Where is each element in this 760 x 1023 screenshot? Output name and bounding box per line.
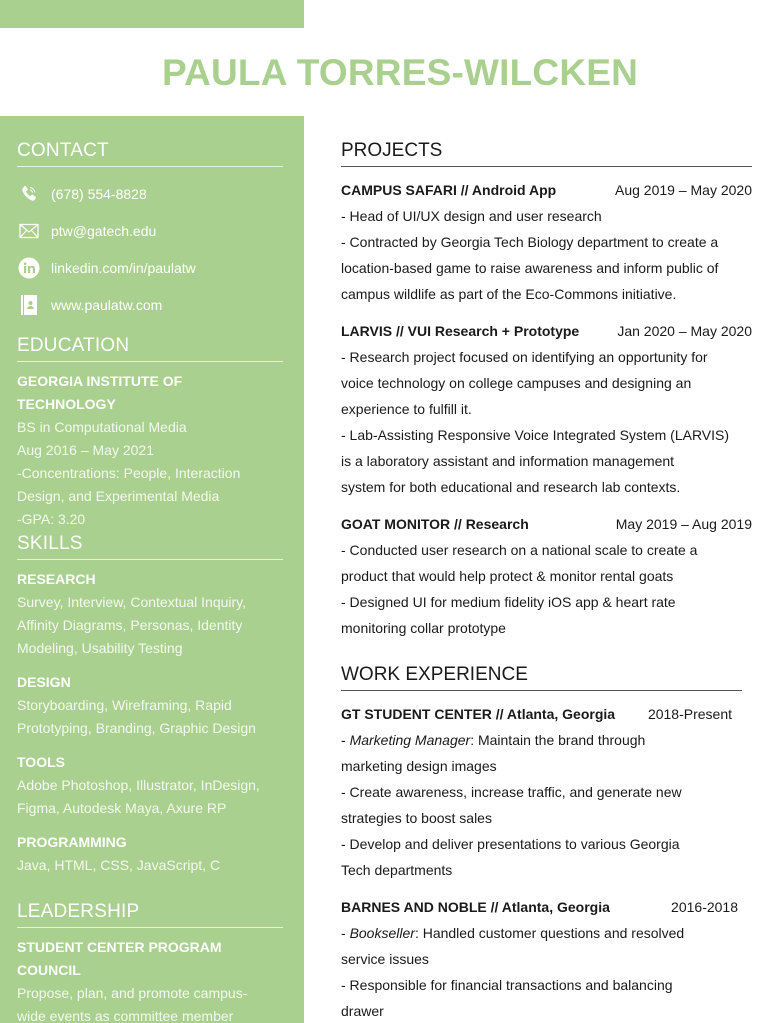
entry-line: is a laboratory assistant and information management xyxy=(341,453,675,469)
job-role: Marketing Manager xyxy=(349,732,471,748)
entry-line: - Conducted user research on a national scale to create a xyxy=(341,542,698,558)
education-line: -Concentrations: People, Interaction xyxy=(17,465,241,481)
entry-title: GT STUDENT CENTER // Atlanta, Georgia xyxy=(341,706,616,722)
skill-line: Adobe Photoshop, Illustrator, InDesign, xyxy=(17,777,260,793)
entry-line: location-based game to raise awareness and inform public of xyxy=(341,260,719,276)
entry-title: CAMPUS SAFARI // Android App xyxy=(341,182,557,198)
section-heading: PROJECTS xyxy=(341,140,752,167)
entry-line: - Marketing Manager: Maintain the brand through xyxy=(341,732,646,748)
leadership-line: wide events as committee member xyxy=(17,1008,234,1023)
entry-date: 2016-2018 xyxy=(671,899,738,915)
skills-section xyxy=(17,533,283,888)
skill-group-title: DESIGN xyxy=(17,674,71,690)
skill-line: Storyboarding, Wireframing, Rapid xyxy=(17,697,232,713)
entry-date: Jan 2020 – May 2020 xyxy=(617,323,752,339)
skill-group-title: PROGRAMMING xyxy=(17,834,127,850)
header-accent-bar xyxy=(0,0,304,28)
entry-line: Tech departments xyxy=(341,862,453,878)
entry-line: - Head of UI/UX design and user research xyxy=(341,208,602,224)
skill-line: Prototyping, Branding, Graphic Design xyxy=(17,720,256,736)
work-entry xyxy=(341,894,742,1023)
entry-date: Aug 2019 – May 2020 xyxy=(615,182,752,198)
entry-title: GOAT MONITOR // Research xyxy=(341,516,529,532)
skill-group-title: RESEARCH xyxy=(17,571,96,587)
leadership-title: STUDENT CENTER PROGRAM COUNCIL xyxy=(17,939,222,978)
entry-line: strategies to boost sales xyxy=(341,810,492,826)
entry-title: BARNES AND NOBLE // Atlanta, Georgia xyxy=(341,899,610,915)
education-line: Aug 2016 – May 2021 xyxy=(17,442,154,458)
skill-line: Affinity Diagrams, Personas, Identity xyxy=(17,617,243,633)
website-url: www.paulatw.com xyxy=(51,296,163,313)
candidate-name xyxy=(0,52,760,94)
entry-line: - Contracted by Georgia Tech Biology department to create a xyxy=(341,234,719,250)
mail-icon xyxy=(17,220,41,242)
education-line: Design, and Experimental Media xyxy=(17,488,220,504)
skill-group-design xyxy=(17,671,283,740)
entry-line: voice technology on college campuses and designing an xyxy=(341,375,692,391)
contact-section xyxy=(17,140,283,323)
entry-line: monitoring collar prototype xyxy=(341,620,506,636)
work-entry xyxy=(341,701,742,883)
section-heading: WORK EXPERIENCE xyxy=(341,664,742,691)
contact-linkedin[interactable] xyxy=(17,249,283,286)
contact-website[interactable] xyxy=(17,286,283,323)
entry-date: May 2019 – Aug 2019 xyxy=(615,516,752,532)
first-name: PAULA xyxy=(161,52,287,93)
job-role-description: : Maintain the brand through xyxy=(470,732,646,748)
skill-group-programming xyxy=(17,831,283,877)
entry-line: campus wildlife as part of the Eco-Commons initiative. xyxy=(341,286,677,302)
entry-line: system for both educational and research lab contexts. xyxy=(341,479,681,495)
last-name: TORRES-WILCKEN xyxy=(296,52,639,93)
sidebar xyxy=(0,116,304,1023)
job-role-description: : Handled customer questions and resolved xyxy=(414,925,685,941)
skill-line: Java, HTML, CSS, JavaScript, C xyxy=(17,857,221,873)
education-line: BS in Computational Media xyxy=(17,419,187,435)
entry-line: marketing design images xyxy=(341,758,497,774)
entry-line: product that would help protect & monitor rental goats xyxy=(341,568,674,584)
linkedin-url: linkedin.com/in/paulatw xyxy=(51,259,196,276)
section-heading: EDUCATION xyxy=(17,335,283,362)
entry-line: - Designed UI for medium fidelity iOS app & heart rate xyxy=(341,594,676,610)
leadership-section xyxy=(17,901,283,1023)
project-entry xyxy=(341,511,752,641)
section-heading: LEADERSHIP xyxy=(17,901,283,928)
entry-title: LARVIS // VUI Research + Prototype xyxy=(341,323,580,339)
linkedin-icon xyxy=(17,257,41,279)
entry-line: service issues xyxy=(341,951,429,967)
contact-email[interactable] xyxy=(17,212,283,249)
contact-card-icon xyxy=(17,294,41,316)
entry-line: - Responsible for financial transactions and balancing xyxy=(341,977,673,993)
email-address: ptw@gatech.edu xyxy=(51,222,157,239)
projects-section xyxy=(341,140,752,652)
skill-group-research xyxy=(17,568,283,660)
phone-number: (678) 554-8828 xyxy=(51,185,147,202)
entry-line: - Bookseller: Handled customer questions and resolved xyxy=(341,925,685,941)
contact-phone[interactable] xyxy=(17,175,283,212)
section-heading: SKILLS xyxy=(17,533,283,560)
entry-line: experience to fulfill it. xyxy=(341,401,472,417)
section-heading: CONTACT xyxy=(17,140,283,167)
work-experience-section xyxy=(341,664,742,1023)
leadership-line: Propose, plan, and promote campus- xyxy=(17,985,248,1001)
project-entry xyxy=(341,177,752,307)
entry-date: 2018-Present xyxy=(647,706,732,722)
entry-line: - Develop and deliver presentations to various Georgia xyxy=(341,836,680,852)
skill-group-title: TOOLS xyxy=(17,754,65,770)
skill-group-tools xyxy=(17,751,283,820)
entry-line: drawer xyxy=(341,1003,384,1019)
school-name: GEORGIA INSTITUTE OF TECHNOLOGY xyxy=(17,373,183,412)
skill-line: Modeling, Usability Testing xyxy=(17,640,183,656)
education-line: -GPA: 3.20 xyxy=(17,511,86,527)
entry-line: - Lab-Assisting Responsive Voice Integrated System (LARVIS) xyxy=(341,427,730,443)
entry-line: - Create awareness, increase traffic, and generate new xyxy=(341,784,682,800)
project-entry xyxy=(341,318,752,500)
education-section xyxy=(17,335,283,531)
phone-icon xyxy=(17,183,41,205)
job-role: Bookseller xyxy=(349,925,415,941)
entry-line: - Research project focused on identifying an opportunity for xyxy=(341,349,708,365)
skill-line: Figma, Autodesk Maya, Axure RP xyxy=(17,800,227,816)
skill-line: Survey, Interview, Contextual Inquiry, xyxy=(17,594,247,610)
